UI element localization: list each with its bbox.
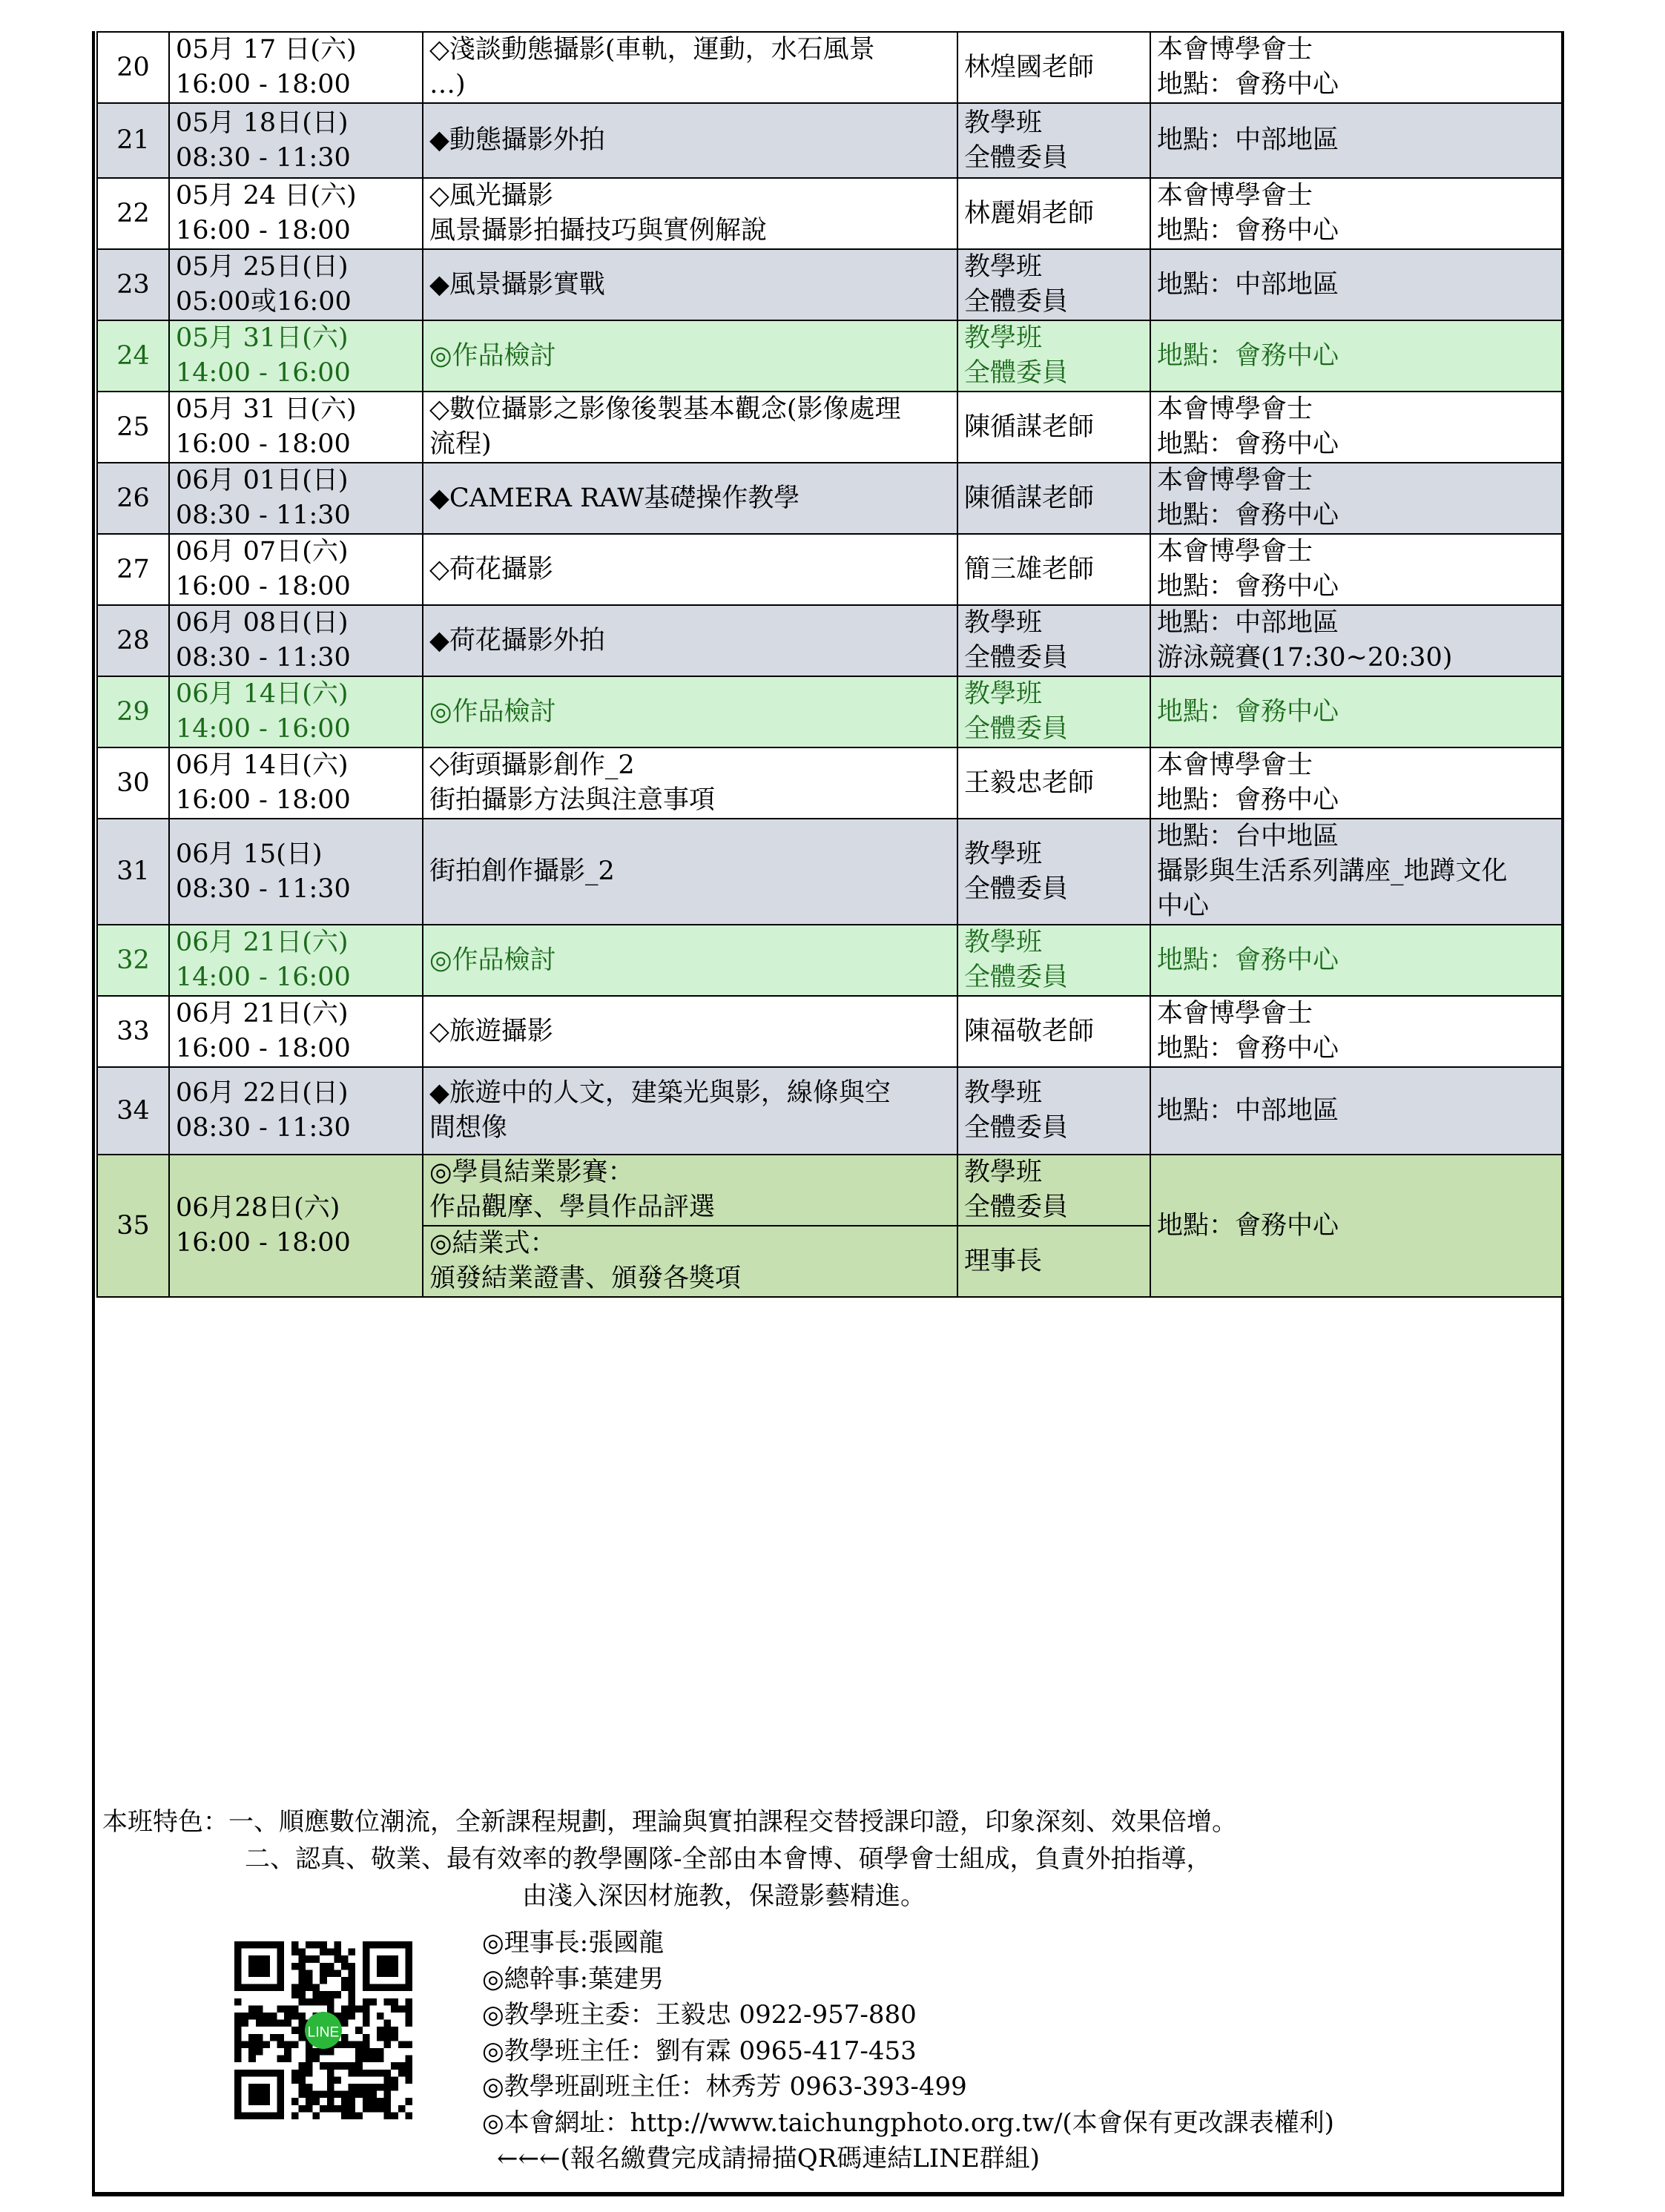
session-teacher [957,392,1150,463]
session-place-line: 本會博學會士 [1157,394,1313,424]
session-time: 14:00 - 16:00 [176,358,351,388]
session-teacher-line: 全體委員 [964,1113,1069,1143]
session-time: 08:30 - 11:30 [176,874,351,904]
session-topic [423,320,957,392]
schedule-row [97,534,1562,605]
session-topic-line: ◎學員結業影賽： [429,1158,634,1187]
schedule-row [97,676,1562,747]
session-place [1150,747,1562,819]
session-teacher-line: 全體委員 [964,963,1069,992]
session-teacher-line: 王毅忠老師 [964,767,1095,798]
session-topic-line: ◇荷花攝影 [429,554,553,584]
session-datetime [169,1067,423,1155]
session-topic [423,819,957,925]
session-place [1150,249,1562,320]
session-topic [423,178,957,249]
session-topic-line: ◆CAMERA RAW基礎操作教學 [429,483,800,513]
session-date: 06月 21日(六) [176,928,349,957]
session-teacher-line: 全體委員 [964,1192,1069,1222]
session-time: 08:30 - 11:30 [176,1113,351,1143]
session-place-line: 地點：中部地區 [1157,608,1339,638]
schedule-row [97,1155,1562,1226]
schedule-row [97,32,1562,103]
session-place-line: 地點：台中地區 [1157,822,1339,851]
feature-line-3: 由淺入深因材施教，保證影藝精進。 [522,1881,926,1911]
session-date: 06月 01日(日) [176,466,349,495]
session-topic-line: ◆動態攝影外拍 [429,125,605,155]
session-topic-line: ◇旅遊攝影 [429,1016,553,1046]
session-place-line: 地點：會務中心 [1157,501,1339,530]
session-teacher-line: 教學班 [964,679,1043,709]
session-topic [423,605,957,676]
session-number: 33 [97,996,169,1067]
session-number: 29 [97,676,169,747]
session-place [1150,32,1562,103]
session-teacher [957,320,1150,392]
session-datetime [169,463,423,534]
session-place [1150,103,1562,178]
session-topic [423,534,957,605]
session-teacher [957,925,1150,996]
feature-line-2: 二、認真、敬業、最有效率的教學團隊-全部由本會博、碩學會士組成，負責外拍指導， [245,1844,1212,1874]
session-place-line: 地點：中部地區 [1157,269,1339,300]
session-topic-line: ◆旅遊中的人文，建築光與影，線條與空 [429,1078,891,1108]
session-teacher-line: 教學班 [964,608,1043,638]
session-topic [423,32,957,103]
session-teacher-line: 全體委員 [964,714,1069,744]
session-topic [423,392,957,463]
session-time: 16:00 - 18:00 [176,70,351,99]
session-topic [423,1226,957,1297]
session-time: 08:30 - 11:30 [176,643,351,673]
contact-deputy: ◎教學班副班主任：林秀芳 0963-393-499 [482,2072,967,2102]
session-place [1150,996,1562,1067]
session-topic-line: …) [429,70,466,99]
session-place [1150,320,1562,392]
session-date: 06月 08日(日) [176,608,349,638]
session-datetime [169,676,423,747]
session-topic-line: ◇數位攝影之影像後製基本觀念(影像處理 [429,394,901,424]
session-date: 05月 31 日(六) [176,394,357,424]
session-teacher-line: 全體委員 [964,358,1069,388]
session-datetime [169,249,423,320]
session-place [1150,392,1562,463]
session-topic-line: ◇淺談動態攝影(車軌，運動，水石風景 [429,35,875,65]
session-time: 16:00 - 18:00 [176,216,351,245]
session-teacher-line: 教學班 [964,1158,1043,1187]
session-date: 06月28日(六) [176,1193,340,1223]
session-number: 28 [97,605,169,676]
session-date: 05月 24 日(六) [176,181,357,211]
session-place-line: 本會博學會士 [1157,537,1313,567]
session-place-line: 地點：會務中心 [1157,70,1339,99]
session-topic-line: ◇風光攝影 [429,181,553,211]
session-teacher [957,747,1150,819]
session-place [1150,925,1562,996]
session-topic [423,996,957,1067]
schedule-row [97,605,1562,676]
session-place-line: 地點：會務中心 [1157,785,1339,815]
session-date: 05月 25日(日) [176,252,349,282]
session-teacher-line: 教學班 [964,839,1043,869]
qr-instruction: ←←←(報名繳費完成請掃描QR碼連結LINE群組) [497,2144,1041,2173]
session-teacher [957,996,1150,1067]
session-topic-line: ◎結業式： [429,1229,556,1258]
session-topic-line: ◆荷花攝影外拍 [429,625,605,656]
session-time: 08:30 - 11:30 [176,142,351,173]
session-topic [423,925,957,996]
schedule-row [97,996,1562,1067]
session-teacher-line: 陳福敬老師 [964,1016,1095,1046]
session-topic-line: 街拍創作攝影_2 [429,856,615,886]
session-datetime [169,392,423,463]
session-teacher [957,605,1150,676]
session-date: 06月 22日(日) [176,1078,349,1108]
session-teacher [957,676,1150,747]
session-place-line: 地點：會務中心 [1157,429,1339,459]
session-place-line: 地點：會務中心 [1157,696,1339,727]
session-topic-line: ◇街頭攝影創作_2 [429,750,635,780]
session-datetime [169,103,423,178]
session-datetime [169,32,423,103]
session-teacher [957,1155,1150,1226]
session-topic-line: 流程) [429,429,492,459]
session-teacher-line: 林麗娟老師 [964,198,1095,228]
session-topic-line: ◎作品檢討 [429,340,556,371]
session-teacher [957,463,1150,534]
session-datetime [169,996,423,1067]
session-place-line: 本會博學會士 [1157,181,1313,211]
contact-list [482,1925,1334,2177]
schedule-row [97,925,1562,996]
contact-chairman: ◎理事長:張國龍 [482,1928,665,1958]
session-time: 16:00 - 18:00 [176,1228,351,1258]
session-time: 16:00 - 18:00 [176,572,351,601]
session-teacher [957,32,1150,103]
session-place-line: 地點：中部地區 [1157,125,1339,155]
session-time: 16:00 - 18:00 [176,1034,351,1063]
session-place: 地點：會務中心 [1150,1155,1562,1297]
session-place-line: 本會博學會士 [1157,35,1313,65]
session-place-line: 本會博學會士 [1157,750,1313,780]
session-number: 31 [97,819,169,925]
line-qr-code[interactable] [234,1941,412,2119]
session-teacher-line: 全體委員 [964,287,1069,317]
session-number: 27 [97,534,169,605]
session-topic [423,249,957,320]
session-datetime [169,819,423,925]
session-topic-line: 頒發結業證書、頒發各獎項 [429,1264,742,1293]
session-number: 20 [97,32,169,103]
session-date: 05月 17 日(六) [176,35,357,65]
session-teacher [957,819,1150,925]
session-date: 06月 14日(六) [176,750,349,780]
session-teacher [957,1226,1150,1297]
session-time: 08:30 - 11:30 [176,501,351,530]
session-teacher-line: 教學班 [964,1078,1043,1108]
session-datetime [169,534,423,605]
session-number: 32 [97,925,169,996]
session-topic [423,1067,957,1155]
session-date: 06月 07日(六) [176,537,349,567]
contact-website: ◎本會網址：http://www.taichungphoto.org.tw/(本會保有更改課表權利) [482,2107,1334,2138]
session-place-line: 地點：會務中心 [1157,216,1339,245]
session-topic [423,747,957,819]
contact-director: ◎教學班主委：王毅忠 0922-957-880 [482,2000,917,2030]
session-number: 24 [97,320,169,392]
session-teacher-line: 教學班 [964,108,1043,138]
session-place [1150,534,1562,605]
session-time: 05:00或16:00 [176,287,352,317]
session-teacher-line: 教學班 [964,252,1043,282]
session-place-line: 本會博學會士 [1157,466,1313,495]
session-place-line: 攝影與生活系列講座_地蹲文化 [1157,856,1508,886]
session-place [1150,1067,1562,1155]
session-place-line: 游泳競賽(17:30~20:30) [1157,643,1453,673]
session-place-line: 本會博學會士 [1157,999,1313,1029]
session-place-line: 中心 [1157,891,1210,921]
schedule-row [97,819,1562,925]
session-topic [423,103,957,178]
session-date: 06月 15(日) [176,839,323,869]
contact-secretary: ◎總幹事:葉建男 [482,1964,665,1994]
session-number: 35 [97,1155,169,1297]
session-teacher [957,103,1150,178]
session-place [1150,178,1562,249]
session-teacher [957,534,1150,605]
session-date: 05月 31日(六) [176,323,349,353]
session-datetime [169,320,423,392]
session-number: 34 [97,1067,169,1155]
session-place-line: 地點：中部地區 [1157,1095,1339,1126]
session-topic-line: 間想像 [429,1113,508,1143]
schedule-row [97,1067,1562,1155]
session-number: 22 [97,178,169,249]
schedule-table [96,31,1563,1298]
session-place [1150,463,1562,534]
session-teacher [957,1067,1150,1155]
session-place [1150,676,1562,747]
session-date: 05月 18日(日) [176,108,349,138]
session-topic [423,676,957,747]
session-teacher-line: 教學班 [964,323,1043,353]
session-topic-line: 風景攝影拍攝技巧與實例解說 [429,216,768,245]
schedule-row [97,747,1562,819]
session-datetime [169,178,423,249]
session-time: 16:00 - 18:00 [176,785,351,815]
session-number: 30 [97,747,169,819]
session-teacher-line: 教學班 [964,928,1043,957]
session-number: 26 [97,463,169,534]
session-teacher-line: 林煌國老師 [964,52,1095,82]
session-teacher-line: 陳循謀老師 [964,483,1095,513]
session-time: 14:00 - 16:00 [176,963,351,992]
schedule-row [97,178,1562,249]
schedule-row [97,392,1562,463]
session-number: 21 [97,103,169,178]
session-number: 23 [97,249,169,320]
session-teacher-line: 全體委員 [964,643,1069,673]
session-place [1150,819,1562,925]
session-datetime [169,747,423,819]
session-teacher-line: 簡三雄老師 [964,554,1095,584]
session-topic-line: 街拍攝影方法與注意事項 [429,785,716,815]
session-number: 25 [97,392,169,463]
session-time: 16:00 - 18:00 [176,429,351,459]
session-topic [423,1155,957,1226]
schedule-row [97,320,1562,392]
feature-line-1: 本班特色：一、順應數位潮流，全新課程規劃，理論與實拍課程交替授課印證，印象深刻、效果倍增。 [102,1807,1237,1837]
line-logo-text: LINE [307,2024,340,2041]
session-place-line: 地點：會務中心 [1157,340,1339,371]
session-datetime [169,925,423,996]
session-teacher-line: 理事長 [964,1246,1043,1276]
session-teacher-line: 全體委員 [964,874,1069,904]
session-datetime [169,605,423,676]
session-date: 06月 14日(六) [176,679,349,709]
session-date: 06月 21日(六) [176,999,349,1029]
session-teacher-line: 陳循謀老師 [964,412,1095,442]
contact-head: ◎教學班主任：劉有霖 0965-417-453 [482,2036,917,2066]
session-teacher-line: 全體委員 [964,142,1069,173]
session-teacher [957,178,1150,249]
schedule-row [97,249,1562,320]
schedule-row [97,103,1562,178]
session-datetime [169,1155,423,1297]
session-time: 14:00 - 16:00 [176,714,351,744]
session-topic-line: 作品觀摩、學員作品評選 [429,1192,716,1222]
session-topic-line: ◎作品檢討 [429,945,556,975]
session-topic-line: ◆風景攝影實戰 [429,269,605,300]
session-teacher [957,249,1150,320]
session-topic-line: ◎作品檢討 [429,696,556,727]
session-place-line: 地點：會務中心 [1157,1034,1339,1063]
session-place-line: 地點：會務中心 [1157,572,1339,601]
session-place [1150,605,1562,676]
session-place-line: 地點：會務中心 [1157,945,1339,975]
schedule-row [97,463,1562,534]
session-topic [423,463,957,534]
